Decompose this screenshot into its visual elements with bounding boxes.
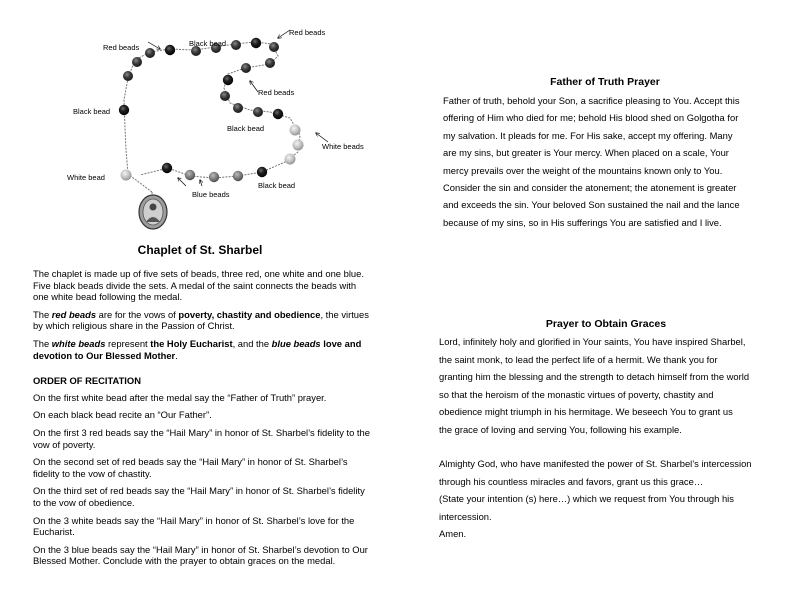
prayer-line: and exceeds the sin. Your beloved Son sustained the nail and the lance (443, 199, 740, 211)
recitation-step: On the third set of red beads say the “Hail Mary” in honor of St. Sharbel’s fidelity to the vow of obedience. (33, 485, 365, 508)
label-black-bead: Black bead (73, 107, 111, 116)
prayer-line: Consider the sin and consider the atonement; the atonement is greater (443, 182, 737, 194)
red-bead (132, 57, 142, 67)
recitation-step: On the 3 blue beads say the “Hail Mary” in honor of St. Sharbel’s devotion to Our Blessed Mother. Conclude with the prayer to obtain graces on the medal. (33, 543, 368, 567)
recitation-step: On the 3 white beads say the “Hail Mary” in honor of St. Sharbel’s love for the Eucharist. (33, 514, 355, 538)
prayer-line: the grace of loving and serving You, following his example. (439, 423, 682, 435)
prayer-line: obedience might triumph in his hermitage. We beseech You to grant us (439, 406, 733, 418)
red-bead (241, 63, 251, 73)
red-bead (231, 40, 241, 50)
white-blue-beads-paragraph: The white beads represent the Holy Eucharist, and the blue beads love and devotion to Our Blessed Mother. (33, 337, 362, 361)
black-bead (165, 45, 175, 55)
intercession-text (439, 455, 774, 543)
prayer-line: because of my sins, so in His sufferings You are satisfied and I live. (443, 216, 722, 228)
red-beads-paragraph: The red beads are for the vows of poverty, chastity and obedience, the virtues by which religious share in the Passion of Christ. (33, 308, 369, 332)
label-black-bead: Black bead (227, 124, 265, 133)
chaplet-diagram (0, 0, 400, 240)
red-bead (269, 42, 279, 52)
black-bead (273, 109, 283, 119)
label-black-bead: Black bead (189, 39, 227, 48)
prayer-line: Lord, infinitely holy and glorified in Your saints, You have inspired Sharbel, (439, 336, 746, 347)
order-heading: ORDER OF RECITATION (33, 375, 141, 387)
red-bead (265, 58, 275, 68)
father-prayer-text (443, 92, 773, 231)
black-bead (162, 163, 172, 173)
prayer-line: through his countless miracles and favors, grant us this grace… (439, 475, 704, 487)
graces-prayer-title: Prayer to Obtain Graces (545, 318, 667, 330)
recitation-step: On each black bead recite an “Our Father”. (33, 409, 212, 421)
white-bead (285, 154, 296, 165)
black-bead (257, 167, 267, 177)
chaplet-intro: The chaplet is made up of five sets of beads, three red, one white and one blue. Five black beads divide the sets. A medal of the saint connects the beads with one white bead following the medal. (33, 268, 364, 303)
prayer-line: Amen. (439, 528, 467, 540)
red-bead (145, 48, 155, 58)
label-red-beads: Red beads (289, 28, 326, 37)
label-black-bead: Black bead (258, 181, 296, 190)
blue-bead (233, 171, 243, 181)
saint-medal (139, 195, 167, 229)
black-bead (251, 38, 261, 48)
label-white-beads: White beads (322, 142, 364, 151)
red-bead (253, 107, 263, 117)
blue-bead (209, 172, 219, 182)
chaplet-description (33, 268, 371, 573)
prayer-line: mercy prevails over the weight of the mountains known only to You. (443, 164, 723, 176)
prayer-line: are my sins, but greater is Your mercy. When placed on a scale, Your (443, 147, 729, 159)
red-bead (233, 103, 243, 113)
father-prayer-title: Father of Truth Prayer (550, 76, 660, 88)
prayer-line: the saint monk, to lead the perfect life of a hermit. We thank you for (439, 353, 718, 365)
prayer-line: granting him the blessing and the strength to detach himself from the world (439, 371, 750, 383)
blue-bead (185, 170, 195, 180)
prayer-line: so that the heroism of the monastic virtues of poverty, chastity and (439, 388, 714, 400)
label-blue-beads: Blue beads (192, 190, 230, 199)
prayer-line: intercession. (439, 510, 492, 522)
graces-prayer-text (439, 333, 774, 439)
recitation-step: On the first white bead after the medal say the “Father of Truth” prayer. (33, 391, 327, 403)
label-white-bead: White bead (67, 173, 105, 182)
prayer-line: my salvation. It pleads for me. For His sake, accept my offering. Many (443, 129, 733, 141)
label-red-beads: Red beads (258, 88, 295, 97)
prayer-line: (State your intention (s) here…) which we request from You through his (439, 493, 734, 505)
recitation-step: On the second set of red beads say the “Hail Mary” in honor of St. Sharbel’s fidelity to the vow of chastity. (33, 456, 348, 479)
white-bead (121, 170, 132, 181)
recitation-step: On the first 3 red beads say the “Hail Mary” in honor of St. Sharbel’s fidelity to the vow of poverty. (33, 426, 370, 450)
prayer-line: Almighty God, who have manifested the power of St. Sharbel’s intercession (439, 458, 752, 469)
label-red-beads: Red beads (103, 43, 140, 52)
red-bead (220, 91, 230, 101)
prayer-line: offering of Him who died for me; behold His blood shed on Golgotha for (443, 112, 739, 124)
white-bead (293, 140, 304, 151)
prayer-line: Father of truth, behold your Son, a sacrifice pleasing to You. Accept this (443, 95, 740, 106)
white-bead (290, 125, 301, 136)
red-bead (123, 71, 133, 81)
black-bead (119, 105, 129, 115)
chaplet-title: Chaplet of St. Sharbel (137, 243, 263, 257)
black-bead (223, 75, 233, 85)
